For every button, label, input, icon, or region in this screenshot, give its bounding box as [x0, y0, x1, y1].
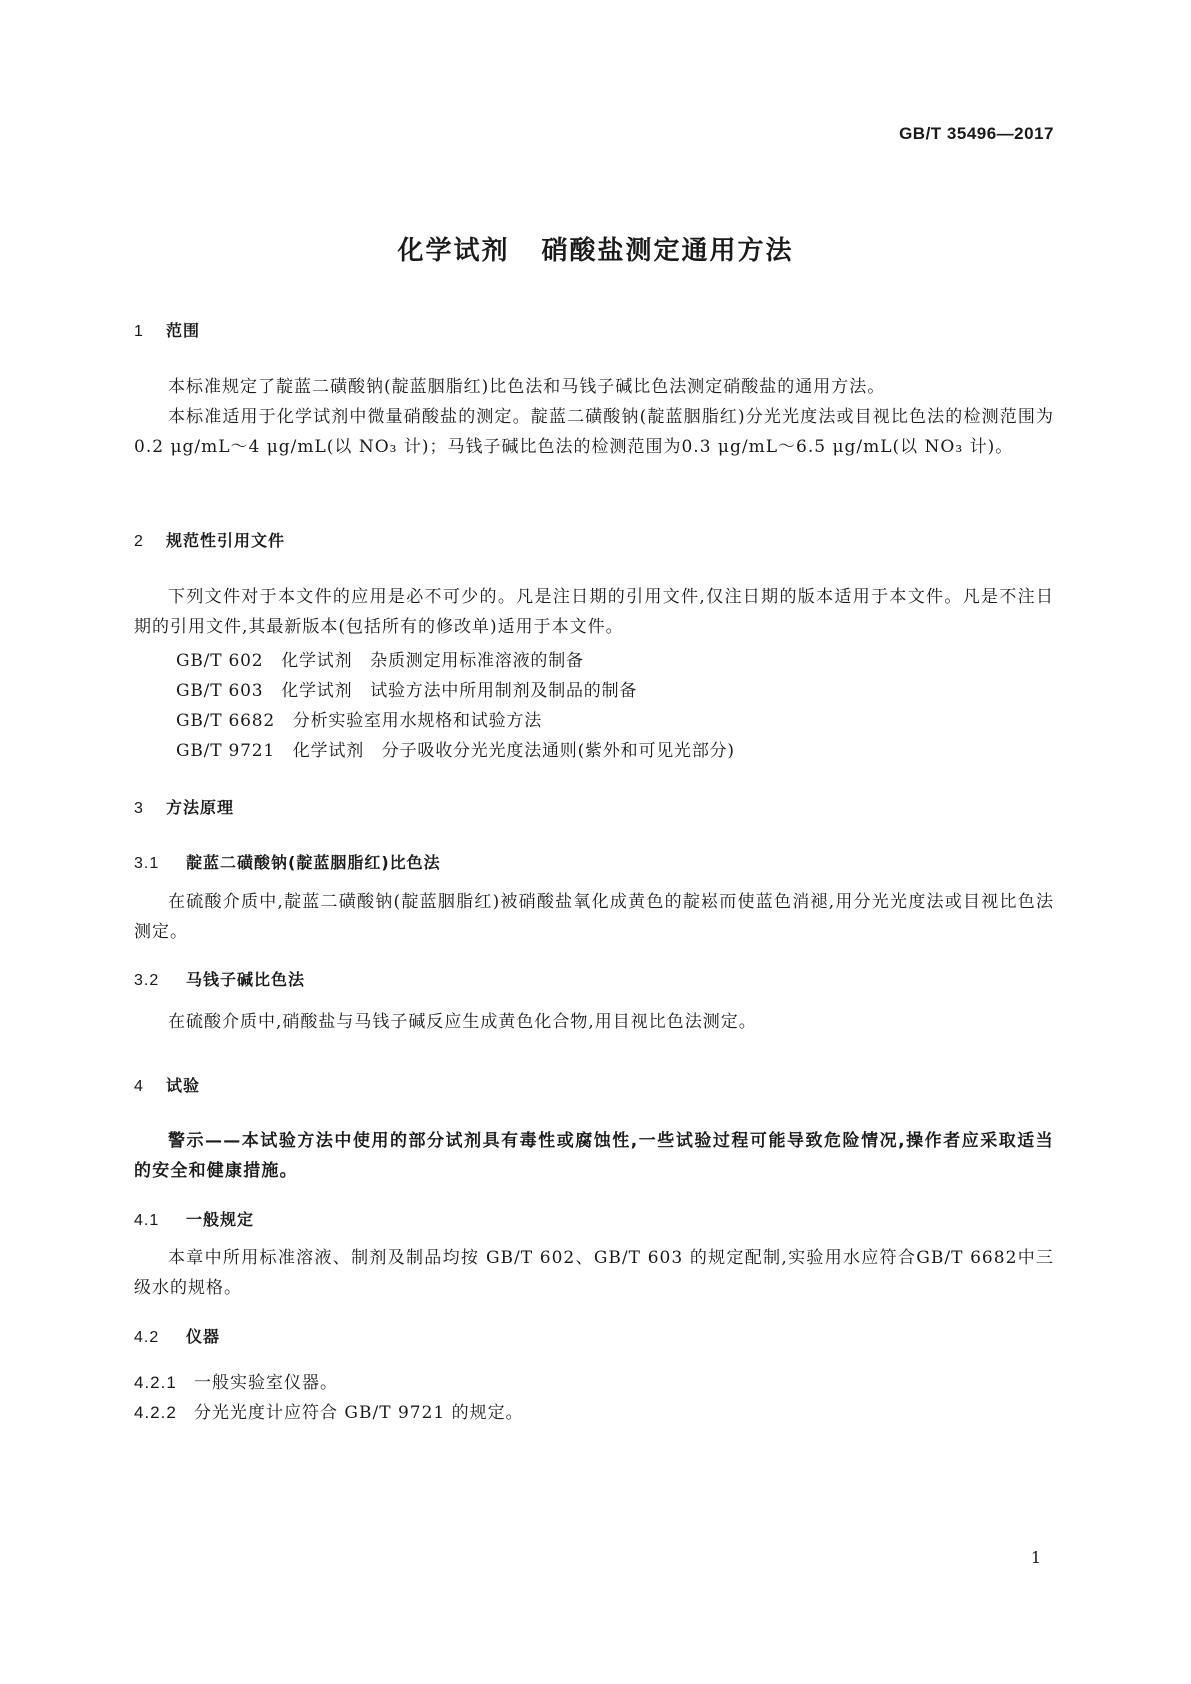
item-number: 4.2.2: [134, 1403, 177, 1422]
section-3-1-heading: [134, 850, 441, 873]
section-number: 3: [134, 800, 144, 817]
section-3-heading: [134, 795, 234, 818]
item-text: 一般实验室仪器。: [194, 1373, 338, 1393]
section-title: 一般规定: [186, 1210, 255, 1229]
section-title: 范围: [166, 321, 201, 340]
reference-item: GB/T 6682 分析实验室用水规格和试验方法: [176, 711, 543, 731]
section-title: 规范性引用文件: [166, 531, 286, 550]
section-3-1-paragraph: 在硫酸介质中,靛蓝二磺酸钠(靛蓝胭脂红)被硝酸盐氧化成黄色的靛崧而使蓝色消褪,用分光光度法或目视比色法测定。: [134, 892, 1054, 942]
safety-warning: 警示——本试验方法中使用的部分试剂具有毒性或腐蚀性,一些试验过程可能导致危险情况,操作者应采取适当的安全和健康措施。: [134, 1131, 1054, 1181]
title-part-1: 化学试剂: [397, 236, 510, 266]
section-number: 4: [134, 1078, 144, 1095]
section-2-paragraph-1: 下列文件对于本文件的应用是必不可少的。凡是注日期的引用文件,仅注日期的版本适用于本文件。凡是不注日期的引用文件,其最新版本(包括所有的修改单)适用于本文件。: [134, 587, 1054, 637]
section-1-paragraph-1: 本标准规定了靛蓝二磺酸钠(靛蓝胭脂红)比色法和马钱子碱比色法测定硝酸盐的通用方法。: [168, 377, 886, 397]
section-number: 4.2: [134, 1329, 160, 1346]
section-number: 1: [134, 323, 144, 340]
page-number: 1: [1030, 1548, 1041, 1567]
section-4-1-paragraph: 本章中所用标准溶液、制剂及制品均按 GB/T 602、GB/T 603 的规定配制,实验用水应符合GB/T 6682中三级水的规格。: [134, 1248, 1054, 1298]
section-title: 试验: [166, 1076, 201, 1095]
list-item: [134, 1398, 524, 1423]
title-part-2: 硝酸盐测定通用方法: [541, 236, 794, 266]
section-2-heading: [134, 528, 285, 551]
section-number: 3.2: [134, 972, 160, 989]
section-3-2-paragraph: 在硫酸介质中,硝酸盐与马钱子碱反应生成黄色化合物,用目视比色法测定。: [168, 1012, 757, 1032]
section-title: 靛蓝二磺酸钠(靛蓝胭脂红)比色法: [186, 853, 441, 872]
document-title: [0, 230, 1191, 267]
reference-item: GB/T 602 化学试剂 杂质测定用标准溶液的制备: [176, 651, 584, 671]
section-3-2-heading: [134, 967, 305, 990]
section-4-2-heading: [134, 1324, 220, 1347]
reference-item: GB/T 603 化学试剂 试验方法中所用制剂及制品的制备: [176, 681, 638, 701]
section-1-heading: [134, 318, 200, 341]
standard-code: GB/T 35496—2017: [899, 124, 1054, 143]
section-number: 2: [134, 533, 144, 550]
section-title: 马钱子碱比色法: [186, 970, 306, 989]
item-number: 4.2.1: [134, 1373, 177, 1392]
reference-item: GB/T 9721 化学试剂 分子吸收分光光度法通则(紫外和可见光部分): [176, 741, 735, 761]
section-title: 仪器: [186, 1327, 221, 1346]
section-1-paragraph-2: 本标准适用于化学试剂中微量硝酸盐的测定。靛蓝二磺酸钠(靛蓝胭脂红)分光光度法或目视比色法的检测范围为0.2 μg/mL～4 μg/mL(以 NO₃ 计)；马钱子碱比色法的检测范围为0.3 μg/mL～6.5 μg/mL(以 NO₃ 计)。: [134, 407, 1054, 457]
section-4-heading: [134, 1073, 200, 1096]
item-text: 分光光度计应符合 GB/T 9721 的规定。: [194, 1403, 524, 1423]
section-number: 4.1: [134, 1212, 160, 1229]
section-number: 3.1: [134, 855, 160, 872]
section-4-1-heading: [134, 1207, 254, 1230]
section-title: 方法原理: [166, 798, 235, 817]
list-item: [134, 1368, 338, 1393]
